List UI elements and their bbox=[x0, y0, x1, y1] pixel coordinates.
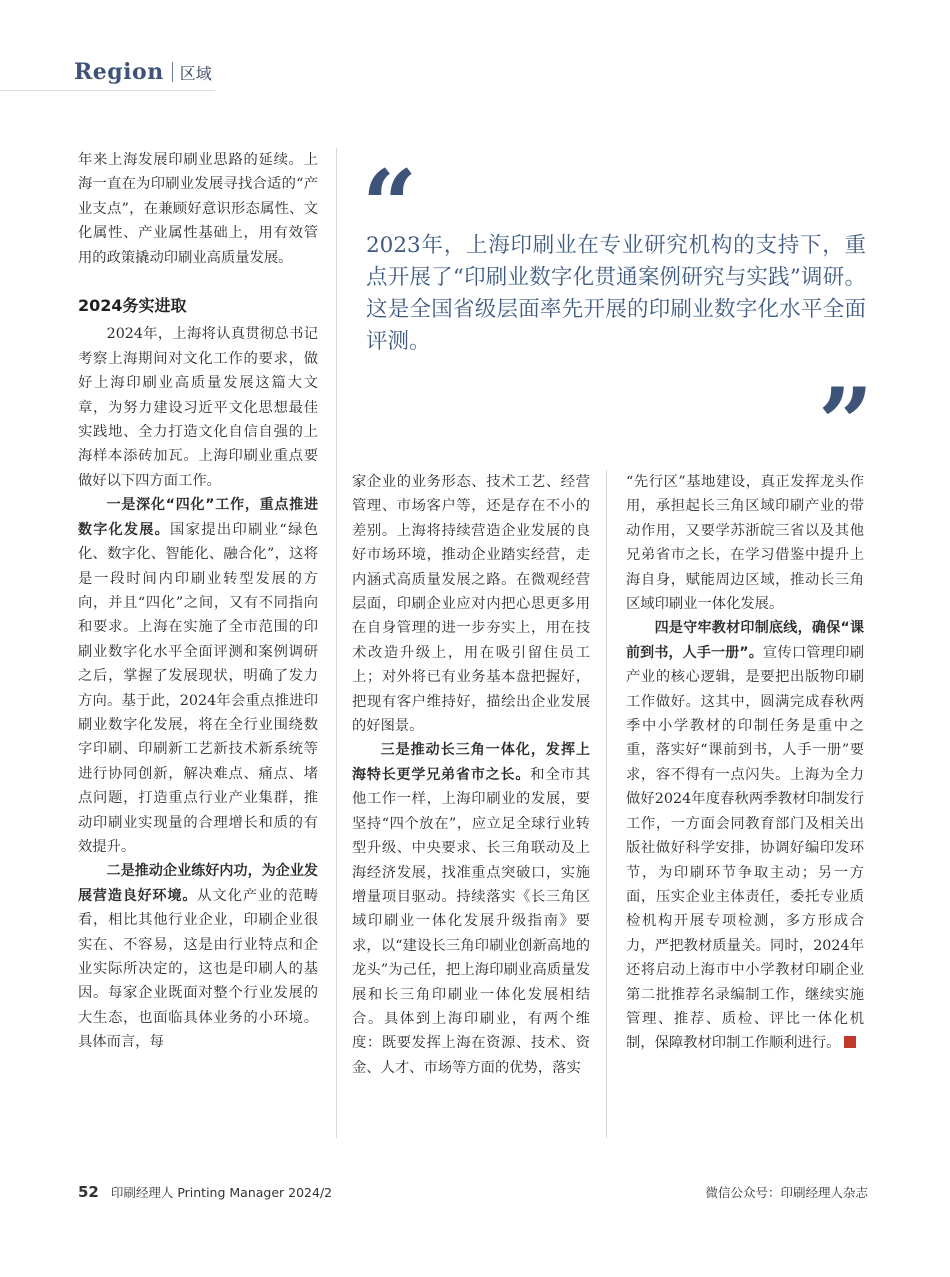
close-quote-icon: ” bbox=[818, 367, 874, 480]
header-rule bbox=[0, 90, 215, 91]
paragraph: “先行区”基地建设，真正发挥龙头作用，承担起长三角区域印刷产业的带动作用，又要学苏浙皖三省以及其他兄弟省市之长，在学习借鉴中提升上海自身，赋能周边区域，推动长三角区域印刷业一体化发展。 bbox=[626, 474, 864, 613]
paragraph-body: 宣传口管理印刷产业的核心逻辑，是要把出版物印刷工作做好。这其中，圆满完成春秋两季中小学教材的印制任务是重中之重，落实好“课前到书，人手一册”要求，容不得有一点闪失。上海为全力做好2024年度春秋两季教材印制发行工作，一方面会同教育部门及相关出版社做好科学安排，协调好编印发环节，为印刷环节争取主动；另一方面，压实企业主体责任，委托专业质检机构开展专项检测，多方形成合力，严把教材质量关。同时，2024年还将启动上海市中小学教材印刷企业第二批推荐名录编制工作，继续实施管理、推荐、质检、评比一体化机制，保障教材印制工作顺利进行。 bbox=[626, 644, 865, 1052]
paragraph-body: 从文化产业的范畴看，相比其他行业企业，印刷企业很实在、不容易，这是由行业特点和企业实际所决定的，这也是印刷人的基因。每家企业既面对整个行业发展的大生态，也面临具体业务的小环境。具体而言，每 bbox=[78, 887, 319, 1051]
paragraph-body: 国家提出印刷业“绿色化、数字化、智能化、融合化”，这将是一段时间内印刷业转型发展的方向，并且“四化”之间，又有不同指向和要求。上海在实施了全市范围的印刷业数字化水平全面评测和案例调研之后，掌握了发展现状，明确了发力方向。基于此，2024年会重点推进印刷业数字化发展，将在全行业围绕数字印刷、印刷新工艺新技术新系统等进行协同创新，解决难点、痛点、堵点问题，打造重点行业产业集群，推动印刷业实现量的合理增长和质的有效提升。 bbox=[78, 521, 319, 855]
paragraph: 家企业的业务形态、技术工艺、经营管理、市场客户等，还是存在不小的差别。上海将持续营造企业发展的良好市场环境，推动企业踏实经营，走内涵式高质量发展之路。在微观经营层面，印刷企业应对内把心思更多用在自身管理的进一步夯实上，用在技术改造升级上，用在吸引留住员工上；对外将已有业务基本盘把握好，把现有客户维持好，描绘出企业发展的好图景。 bbox=[352, 474, 590, 735]
page-footer bbox=[78, 1183, 868, 1203]
header-divider bbox=[172, 62, 173, 82]
end-mark-icon bbox=[844, 1036, 856, 1048]
intro-paragraph: 年来上海发展印刷业思路的延续。上海一直在为印刷业发展寻找合适的“产业支点”，在兼顾好意识形态属性、文化属性、产业属性基础上，用有效管用的政策撬动印刷业高质量发展。 bbox=[78, 152, 318, 266]
section-label-en: Region bbox=[74, 59, 164, 85]
page-number: 52 bbox=[78, 1183, 99, 1201]
paragraph bbox=[78, 493, 318, 859]
column-divider bbox=[336, 148, 337, 1138]
column-2 bbox=[352, 470, 590, 1080]
pull-quote: 2023年，上海印刷业在专业研究机构的支持下，重点开展了“印刷业数字化贯通案例研究与实践”调研。这是全国省级层面率先开展的印刷业数字化水平全面评测。 bbox=[366, 233, 866, 354]
section-label-cn: 区域 bbox=[179, 63, 212, 83]
column-3 bbox=[626, 470, 864, 1056]
paragraph bbox=[626, 616, 864, 1055]
open-quote-icon: “ bbox=[362, 149, 418, 262]
column-1 bbox=[78, 148, 318, 1055]
page-header bbox=[74, 56, 212, 88]
paragraph: 2024年，上海将认真贯彻总书记考察上海期间对文化工作的要求，做好上海印刷业高质量发展这篇大文章，为努力建设习近平文化思想最佳实践地、全力打造文化自信自强的上海样本添砖加瓦。上海印刷业重点要做好以下四方面工作。 bbox=[78, 326, 318, 489]
paragraph-body: 和全市其他工作一样，上海印刷业的发展，要坚持“四个放在”，应立足全球行业转型升级、中央要求、长三角联动及上海经济发展，找准重点突破口，实施增量项目驱动。持续落实《长三角区域印刷业一体化发展升级指南》要求，以“建设长三角印刷业创新高地的龙头”为己任，把上海印刷业高质量发展和长三角印刷业一体化发展相结合。具体到上海印刷业，有两个维度：既要发挥上海在资源、技术、资金、人才、市场等方面的优势，落实 bbox=[352, 766, 590, 1076]
point-heading: 三是推动长三角一体化，发挥上海特长更学兄弟省市之长。 bbox=[352, 742, 590, 783]
point-heading: 四是守牢教材印制底线，确保“课前到书，人手一册”。 bbox=[626, 620, 864, 661]
paragraph bbox=[352, 738, 590, 1080]
column-divider bbox=[606, 470, 607, 1138]
point-heading: 二是推动企业练好内功，为企业发展营造良好环境。 bbox=[78, 863, 318, 904]
section-title: 2024务实进取 bbox=[78, 296, 187, 316]
wechat-account: 微信公众号：印刷经理人杂志 bbox=[705, 1185, 868, 1200]
magazine-info: 印刷经理人 Printing Manager 2024/2 bbox=[110, 1185, 333, 1200]
paragraph bbox=[78, 859, 318, 1054]
point-heading: 一是深化“四化”工作，重点推进数字化发展。 bbox=[78, 497, 318, 538]
